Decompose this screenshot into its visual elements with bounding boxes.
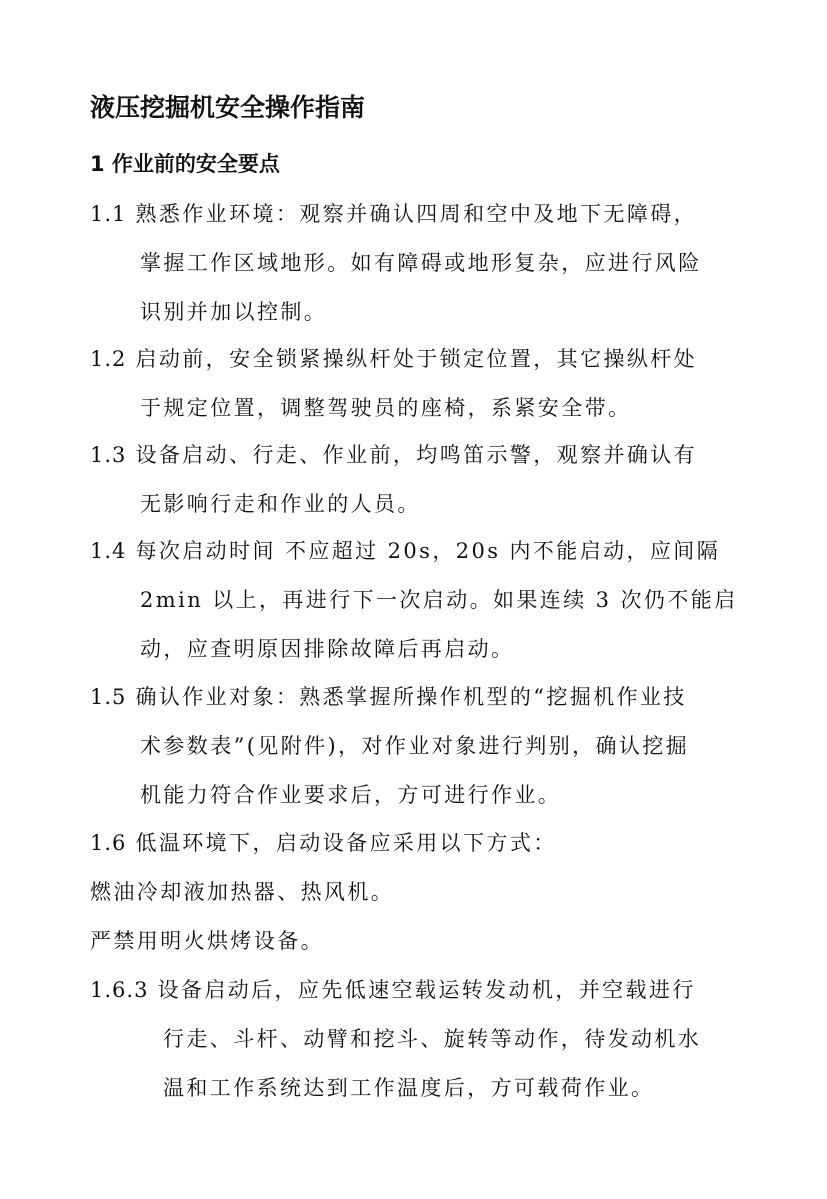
clause-text: 确认作业对象：熟悉掌握所操作机型的“挖掘机作业技 [135,685,687,709]
clause-line [90,819,557,868]
clause-text: 动，应查明原因排除故障后再启动。 [140,637,515,661]
clause-1-6-3 [90,966,701,1113]
clause-text: 启动前，安全锁紧操纵杆处于锁定位置，其它操纵杆处 [135,347,698,371]
clause-text: 熟悉作业环境：观察并确认四周和空中及地下无障碍， [135,202,698,226]
clause-line [90,431,697,480]
clause-line [90,966,701,1015]
clause-text: 设备启动、行走、作业前，均鸣笛示警，观察并确认有 [135,443,698,467]
clause-1-2 [90,335,697,433]
clause-number: 1.4 [90,539,127,563]
clause-number: 1.5 [90,685,127,709]
clause-1-3 [90,431,697,529]
clause-text: 于规定位置，调整驾驶员的座椅，系紧安全带。 [140,396,632,420]
clause-text: 每次启动时间 不应超过 20s，20s 内不能启动，应间隔 [135,539,721,563]
clause-text: 术参数表”(见附件)，对作业对象进行判别，确认挖掘 [140,734,690,758]
clause-1-6 [90,819,557,868]
clause-text: 行走、斗杆、动臂和挖斗、旋转等动作，待发动机水 [163,1027,702,1051]
clause-line [90,527,738,576]
clause-number: 1.2 [90,347,127,371]
clause-1-5 [90,673,689,820]
clause-1-4 [90,527,738,674]
clause-1-1 [90,190,702,337]
clause-text: 掌握工作区域地形。如有障碍或地形复杂，应进行风险 [140,251,702,275]
clause-text: 识别并加以控制。 [140,300,328,324]
clause-line [90,335,697,384]
clause-line [90,673,689,722]
clause-text: 温和工作系统达到工作温度后，方可载荷作业。 [163,1076,655,1100]
clause-text: 低温环境下，启动设备应采用以下方式： [135,831,557,855]
clause-text: 设备启动后，应先低速空载运转发动机，并空载进行 [157,978,696,1002]
document-title: 液压挖掘机安全操作指南 [90,93,366,122]
clause-line [90,190,702,239]
plain-lines [90,868,394,966]
clause-text: 2min 以上，再进行下一次启动。如果连续 3 次仍不能启 [140,588,738,612]
clause-number: 1.3 [90,443,127,467]
clause-number: 1.1 [90,202,127,226]
clause-number: 1.6.3 [90,978,149,1002]
plain-line: 严禁用明火烘烤设备。 [90,929,324,953]
clause-text: 无影响行走和作业的人员。 [140,492,421,516]
clause-number: 1.6 [90,831,127,855]
section-heading: 1 作业前的安全要点 [90,152,280,176]
plain-line: 燃油冷却液加热器、热风机。 [90,880,395,904]
clause-text: 机能力符合作业要求后，方可进行作业。 [140,783,562,807]
